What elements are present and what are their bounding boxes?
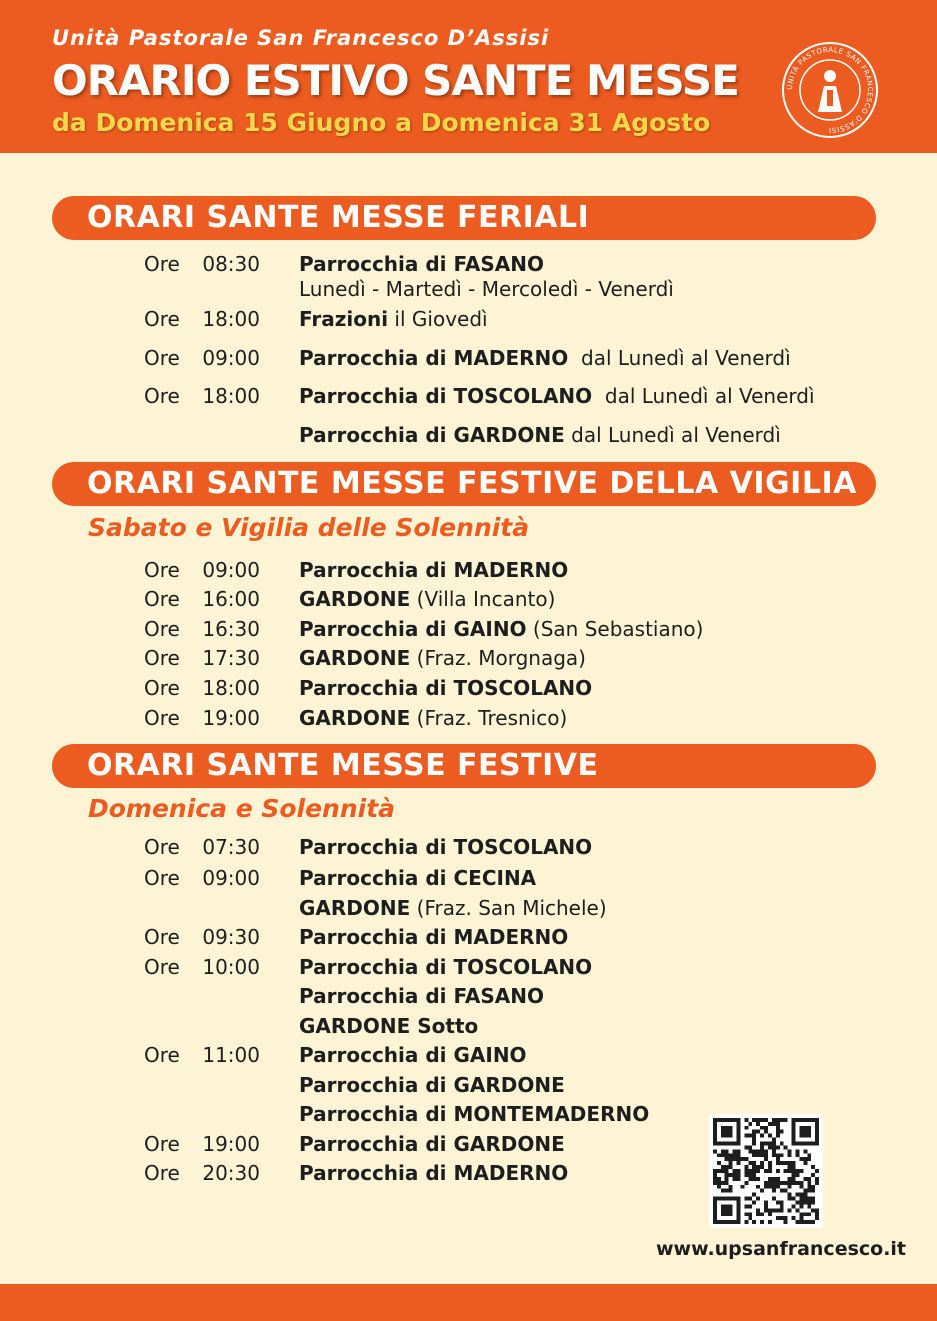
mass-time: 07:30 <box>202 835 260 859</box>
ore-label: Ore <box>144 307 180 331</box>
location-name: Parrocchia di FASANO <box>299 984 544 1008</box>
mass-location <box>299 865 536 891</box>
location-name: Parrocchia di GARDONE <box>299 1073 565 1097</box>
ore-label: Ore <box>144 835 180 859</box>
section-bar-feriali <box>52 196 876 240</box>
ore-label: Ore <box>144 676 180 700</box>
location-detail: dal Lunedì al Venerdì <box>592 384 815 408</box>
mass-location <box>299 1101 649 1127</box>
section-title-festive: ORARI SANTE MESSE FESTIVE <box>87 748 599 783</box>
section-title-vigilia: ORARI SANTE MESSE FESTIVE DELLA VIGILIA <box>87 466 857 501</box>
schedule-row <box>0 1072 937 1098</box>
mass-location <box>299 1131 565 1157</box>
mass-location <box>299 251 544 277</box>
schedule-row <box>0 865 937 891</box>
mass-time: 09:00 <box>202 866 260 890</box>
location-detail: (Villa Incanto) <box>410 587 556 611</box>
website-link[interactable]: www.upsanfrancesco.it <box>656 1238 907 1260</box>
footer-bar <box>0 1284 937 1321</box>
svg-text:UNITÀ PASTORALE SAN FRANCESCO: UNITÀ PASTORALE SAN FRANCESCO D'ASSISI <box>785 45 875 135</box>
location-name: GARDONE <box>299 896 411 920</box>
mass-time: 20:30 <box>202 1161 260 1185</box>
location-detail: dal Lunedì al Venerdì <box>564 423 781 447</box>
location-detail: il Giovedì <box>388 307 488 331</box>
mass-time: 19:00 <box>202 1132 260 1156</box>
location-name: GARDONE <box>299 587 411 611</box>
mass-time: 16:30 <box>202 617 260 641</box>
ore-label: Ore <box>144 1043 180 1067</box>
mass-location <box>299 983 544 1009</box>
schedule-row <box>0 834 937 860</box>
ore-label: Ore <box>144 252 180 276</box>
schedule-row <box>0 645 937 671</box>
mass-time: 18:00 <box>202 676 260 700</box>
mass-location <box>299 895 607 921</box>
location-name: Parrocchia di CECINA <box>299 866 537 890</box>
schedule-row <box>0 251 937 277</box>
location-name: Parrocchia di MADERNO <box>299 346 569 370</box>
location-name: Parrocchia di TOSCOLANO <box>299 835 593 859</box>
location-detail: (Fraz. Tresnico) <box>410 706 568 730</box>
schedule-row <box>0 557 937 583</box>
location-detail: (San Sebastiano) <box>526 617 704 641</box>
mass-location <box>299 306 488 332</box>
section-subtitle-vigilia: Sabato e Vigilia delle Solennità <box>88 513 530 542</box>
ore-label: Ore <box>144 925 180 949</box>
location-name: Parrocchia di TOSCOLANO <box>299 955 593 979</box>
location-name: Parrocchia di GAINO <box>299 1043 527 1067</box>
schedule-row <box>0 306 937 332</box>
mass-location <box>299 645 586 671</box>
ore-label: Ore <box>144 384 180 408</box>
mass-location <box>299 345 791 371</box>
header-banner <box>0 0 937 153</box>
location-name: GARDONE <box>299 706 411 730</box>
page-title: ORARIO ESTIVO SANTE MESSE <box>52 56 739 105</box>
mass-location <box>299 834 592 860</box>
mass-location <box>299 924 568 950</box>
schedule-row <box>0 276 937 302</box>
schedule-row <box>0 586 937 612</box>
schedule-row <box>0 1013 937 1039</box>
section-title-feriali: ORARI SANTE MESSE FERIALI <box>87 200 590 235</box>
location-name: Frazioni <box>299 307 389 331</box>
location-name: Parrocchia di GAINO <box>299 617 527 641</box>
date-range: da Domenica 15 Giugno a Domenica 31 Agosto <box>52 108 711 137</box>
mass-location <box>299 383 815 409</box>
ore-label: Ore <box>144 346 180 370</box>
location-name: Parrocchia di TOSCOLANO <box>299 384 593 408</box>
schedule-row <box>0 1042 937 1068</box>
mass-location <box>299 586 555 612</box>
mass-time: 19:00 <box>202 706 260 730</box>
mass-time: 10:00 <box>202 955 260 979</box>
location-detail: Lunedì - Martedì - Mercoledì - Venerdì <box>299 277 674 301</box>
mass-time: 11:00 <box>202 1043 260 1067</box>
location-name: GARDONE <box>299 646 411 670</box>
qr-code[interactable] <box>709 1114 823 1228</box>
mass-location <box>299 276 674 302</box>
schedule-row <box>0 983 937 1009</box>
ore-label: Ore <box>144 1132 180 1156</box>
ore-label: Ore <box>144 866 180 890</box>
ore-label: Ore <box>144 558 180 582</box>
mass-location <box>299 705 567 731</box>
schedule-row <box>0 924 937 950</box>
mass-location <box>299 675 592 701</box>
mass-time: 18:00 <box>202 307 260 331</box>
ore-label: Ore <box>144 617 180 641</box>
schedule-row <box>0 422 937 448</box>
location-detail: dal Lunedì al Venerdì <box>568 346 791 370</box>
schedule-row <box>0 675 937 701</box>
location-detail: (Fraz. San Michele) <box>410 896 607 920</box>
mass-location <box>299 954 592 980</box>
ore-label: Ore <box>144 706 180 730</box>
mass-location <box>299 1042 527 1068</box>
ore-label: Ore <box>144 587 180 611</box>
organization-name: Unità Pastorale San Francesco D’Assisi <box>52 26 550 50</box>
schedule-row <box>0 954 937 980</box>
mass-location <box>299 1013 478 1039</box>
schedule-row <box>0 345 937 371</box>
location-name: Parrocchia di MADERNO <box>299 558 569 582</box>
location-name: Parrocchia di MADERNO <box>299 925 569 949</box>
location-name: GARDONE Sotto <box>299 1014 479 1038</box>
location-name: Parrocchia di MONTEMADERNO <box>299 1102 650 1126</box>
schedule-row <box>0 705 937 731</box>
section-bar-festive <box>52 744 876 788</box>
ore-label: Ore <box>144 955 180 979</box>
location-name: Parrocchia di TOSCOLANO <box>299 676 593 700</box>
location-name: Parrocchia di GARDONE <box>299 423 565 447</box>
mass-time: 08:30 <box>202 252 260 276</box>
location-name: Parrocchia di FASANO <box>299 252 544 276</box>
mass-location <box>299 1072 565 1098</box>
mass-time: 09:00 <box>202 558 260 582</box>
schedule-row <box>0 383 937 409</box>
mass-time: 17:30 <box>202 646 260 670</box>
mass-time: 16:00 <box>202 587 260 611</box>
location-detail: (Fraz. Morgnaga) <box>410 646 586 670</box>
mass-time: 09:00 <box>202 346 260 370</box>
location-name: Parrocchia di MADERNO <box>299 1161 569 1185</box>
ore-label: Ore <box>144 1161 180 1185</box>
mass-location <box>299 557 568 583</box>
section-bar-vigilia <box>52 462 876 506</box>
mass-location <box>299 616 703 642</box>
mass-location <box>299 422 781 448</box>
mass-location <box>299 1160 568 1186</box>
section-subtitle-festive: Domenica e Solennità <box>88 794 396 823</box>
location-name: Parrocchia di GARDONE <box>299 1132 565 1156</box>
schedule-row <box>0 895 937 921</box>
mass-time: 09:30 <box>202 925 260 949</box>
ore-label: Ore <box>144 646 180 670</box>
mass-time: 18:00 <box>202 384 260 408</box>
parish-seal-logo <box>780 40 880 140</box>
schedule-row <box>0 616 937 642</box>
